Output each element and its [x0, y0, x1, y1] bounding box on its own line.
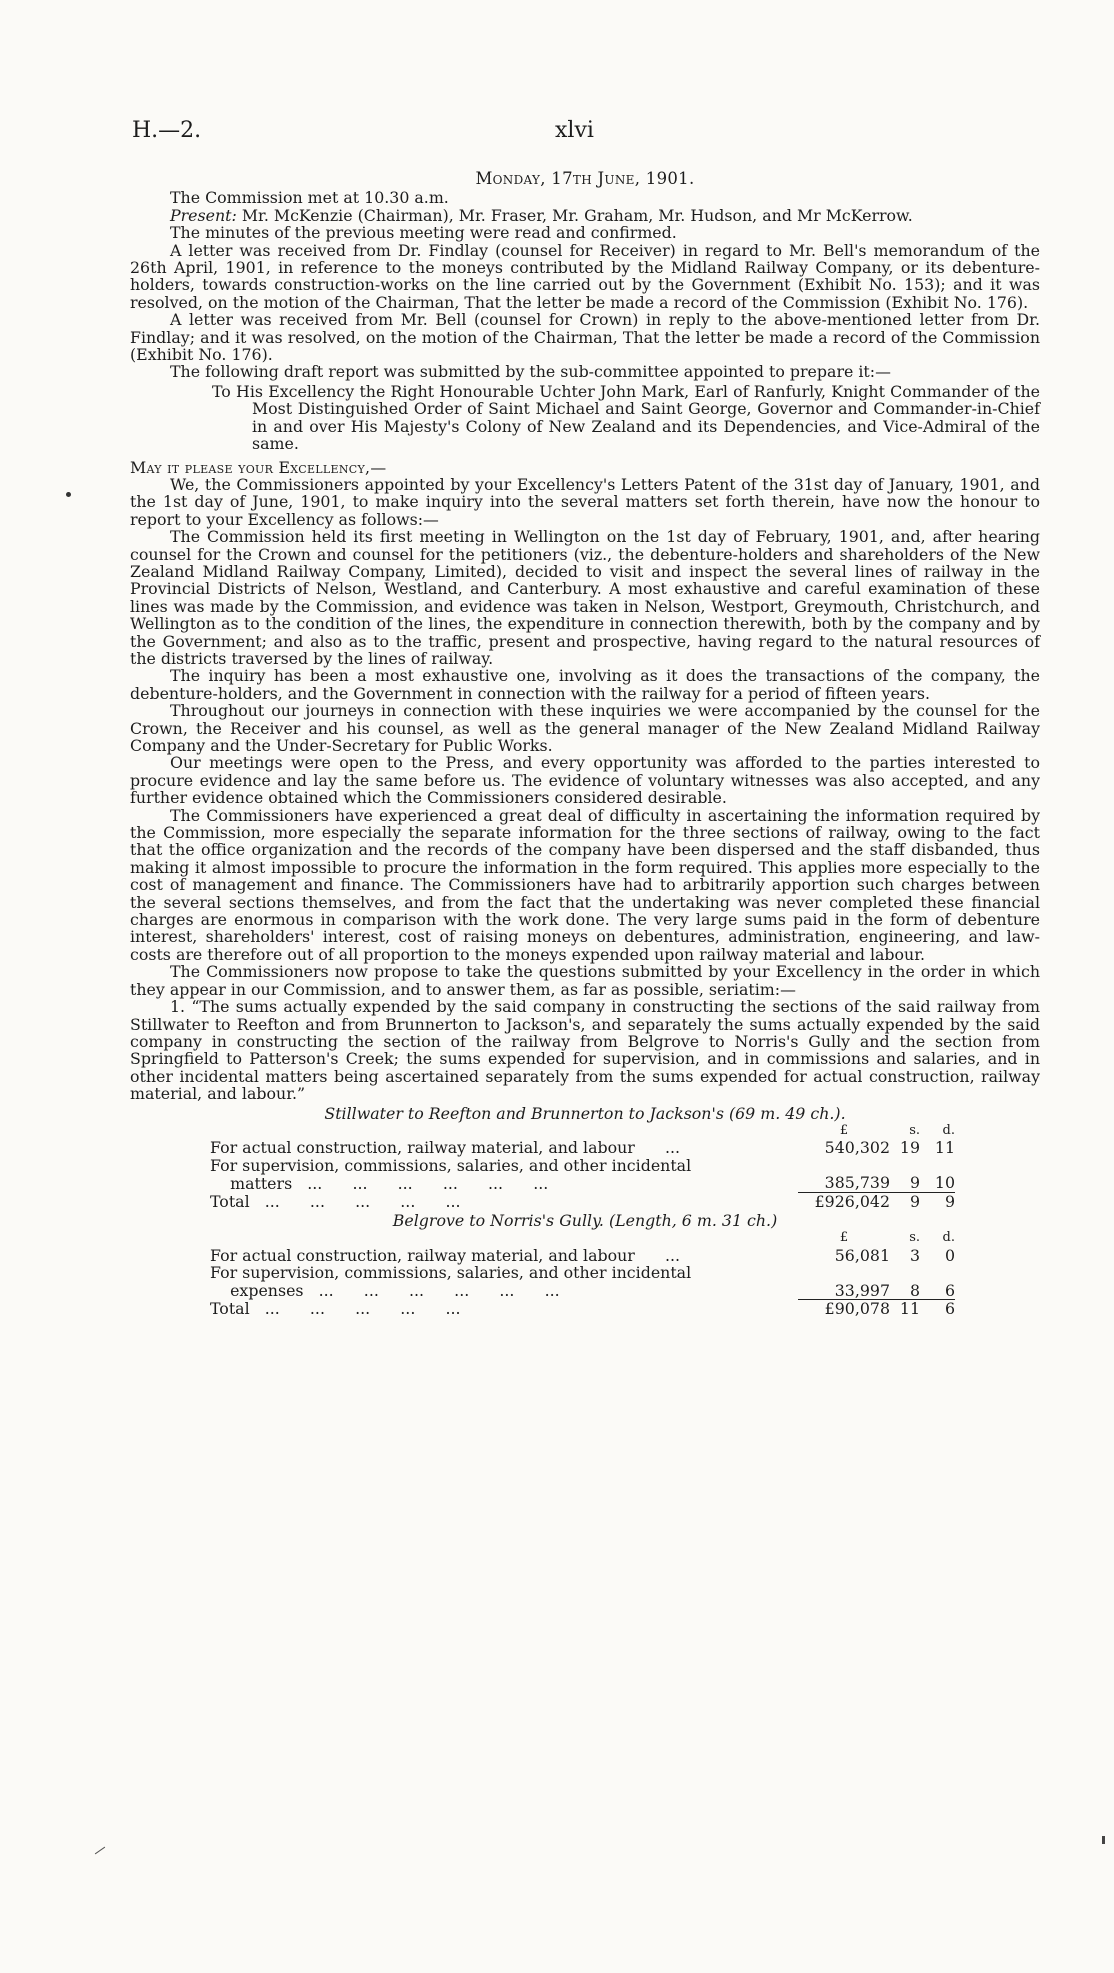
- account-table: [210, 1122, 955, 1210]
- total-shillings: 11: [890, 1300, 920, 1318]
- row-label: For supervision, commissions, salaries, and other incidental: [210, 1155, 692, 1175]
- paragraph: A letter was received from Mr. Bell (counsel for Crown) in reply to the above-mentioned letter from Dr. Findlay; and it was resolved, on the motion of the Chairman, That the letter be made a record of the Commission (Exhibit No. 176).: [130, 310, 1040, 365]
- paragraph: Our meetings were open to the Press, and every opportunity was afforded to the parties interested to procure evidence and lay the same before us. The evidence of voluntary witnesses was also accepted, and any further evidence obtained which the Commissioners considered desirable.: [130, 753, 1040, 808]
- scan-mark-tick: [95, 1847, 105, 1855]
- scan-mark-right: [1102, 1836, 1105, 1844]
- total-pence: 9: [920, 1192, 955, 1210]
- paragraph: A letter was received from Dr. Findlay (counsel for Receiver) in regard to Mr. Bell's memorandum of the 26th April, 1901, in reference to the moneys contributed by the Midland Railway Company, or its debenture-holders, towards construction-works on the line carried out by the Government (Exhibit No. 153); and it was resolved, on the motion of the Chairman, That the letter be made a record of the Commission (Exhibit No. 176).: [130, 240, 1040, 312]
- page-number: xlvi: [555, 118, 594, 143]
- shillings-value: 19: [899, 1138, 920, 1158]
- table-row: [210, 1264, 955, 1281]
- present-paragraph: [130, 207, 1040, 224]
- present-label: Present:: [170, 205, 237, 225]
- row-label: matters ... ... ... ... ... ...: [210, 1173, 549, 1193]
- account-heading: Stillwater to Reefton and Brunnerton to Jackson's (69 m. 49 ch.).: [324, 1103, 846, 1123]
- paragraph: The Commissioners now propose to take the questions submitted by your Excellency in the order in which they appear in our Commission, and to answer them, as far as possible, seriatim:—: [130, 962, 1040, 999]
- total-label: Total ... ... ... ... ...: [210, 1191, 461, 1211]
- paragraph: The following draft report was submitted by the sub-committee appointed to prepare it:—: [170, 362, 891, 382]
- total-row: [210, 1300, 955, 1318]
- pounds-value: 385,739: [824, 1173, 890, 1193]
- scan-mark-dot: [66, 492, 71, 497]
- document-reference: H.—2.: [132, 118, 202, 143]
- total-pounds: £926,042: [798, 1192, 890, 1210]
- pence-value: 0: [944, 1245, 955, 1265]
- paragraph: We, the Commissioners appointed by your Excellency's Letters Patent of the 31st day of January, 1901, and the 1st day of June, 1901, to make inquiry into the several matters set forth therein, have now the honour to report to your Excellency as follows:—: [130, 474, 1040, 529]
- pounds-value: 56,081: [834, 1245, 890, 1265]
- pence-value: 10: [934, 1173, 955, 1193]
- present-text: Mr. McKenzie (Chairman), Mr. Fraser, Mr. Graham, Mr. Hudson, and Mr McKerrow.: [236, 205, 913, 225]
- document-body: [130, 170, 1040, 1317]
- shillings-unit: s.: [909, 1230, 920, 1246]
- total-label: Total ... ... ... ... ...: [210, 1299, 461, 1318]
- paragraph: The Commission met at 10.30 a.m.: [170, 188, 449, 208]
- table-row: [210, 1157, 955, 1174]
- salutation: May it please your Excellency,—: [130, 457, 387, 477]
- pounds-value: 540,302: [824, 1138, 890, 1158]
- total-row: [210, 1192, 955, 1210]
- pounds-value: 33,997: [834, 1280, 890, 1300]
- table-row: [210, 1282, 955, 1300]
- pence-value: 11: [934, 1138, 955, 1158]
- paragraph: The Commission held its first meeting in Wellington on the 1st day of February, 1901, and, after hearing counsel for the Crown and counsel for the petitioners (viz., the debenture-holders and shareholders of the New Zealand Midland Railway Company, Limited), decided to visit and inspect the several lines of railway in the Provincial Districts of Nelson, Westland, and Canterbury. A most exhaustive and careful examination of these lines was made by the Commission, and evidence was taken in Nelson, Westport, Greymouth, Christchurch, and Wellington as to the condition of the lines, the expenditure in connection therewith, both by the company and by the Government; and also as to the traffic, present and prospective, having regard to the natural resources of the districts traversed by the lines of railway.: [130, 527, 1040, 668]
- pounds-unit: £: [839, 1230, 849, 1246]
- table-row: [210, 1247, 955, 1264]
- shillings-unit: s.: [909, 1122, 920, 1138]
- units-row: [210, 1122, 955, 1139]
- table-row: [210, 1139, 955, 1156]
- shillings-value: 3: [909, 1245, 920, 1265]
- shillings-value: 9: [909, 1173, 920, 1193]
- table-row: [210, 1174, 955, 1192]
- account-heading: Belgrove to Norris's Gully. (Length, 6 m. 31 ch.): [392, 1210, 778, 1230]
- date-heading: Monday, 17th June, 1901.: [475, 169, 695, 188]
- address-to-governor: To His Excellency the Right Honourable Uchter John Mark, Earl of Ranfurly, Knight Commander of the Most Distinguished Order of Saint Michael and Saint George, Governor and Commander-in-Chief in and over His Majesty's Colony of New Zealand and its Dependencies, and Vice-Admiral of the same.: [212, 381, 1040, 454]
- paragraph: The Commissioners have experienced a great deal of difficulty in ascertaining the information required by the Commission, more especially the separate information for the three sections of railway, owing to the fact that the office organization and the records of the company have been dispersed and the staff disbanded, thus making it almost impossible to procure the information in the form required. This applies more especially to the cost of management and finance. The Commissioners have had to arbitrarily apportion such charges between the several sections themselves, and from the fact that the undertaking was never completed these financial charges are enormous in comparison with the work done. The very large sums paid in the form of debenture interest, shareholders' interest, cost of raising moneys on debentures, administration, engineering, and law-costs are therefore out of all proportion to the moneys expended upon railway material and labour.: [130, 805, 1040, 964]
- total-pence: 6: [920, 1300, 955, 1318]
- pounds-unit: £: [839, 1122, 849, 1138]
- units-row: [210, 1229, 955, 1246]
- pence-value: 6: [944, 1280, 955, 1300]
- row-label: For supervision, commissions, salaries, and other incidental: [210, 1263, 692, 1283]
- pence-unit: d.: [942, 1230, 955, 1246]
- paragraph: The minutes of the previous meeting were read and confirmed.: [170, 223, 677, 243]
- account-table: [210, 1229, 955, 1317]
- shillings-value: 8: [909, 1280, 920, 1300]
- row-label: For actual construction, railway material, and labour ...: [210, 1245, 681, 1265]
- total-pounds: £90,078: [798, 1300, 890, 1318]
- row-label: expenses ... ... ... ... ... ...: [210, 1281, 560, 1301]
- pence-unit: d.: [942, 1122, 955, 1138]
- paragraph: The inquiry has been a most exhaustive one, involving as it does the transactions of the company, the debenture-holders, and the Government in connection with the railway for a period of fifteen years.: [130, 666, 1040, 703]
- row-label: For actual construction, railway material, and labour ...: [210, 1138, 681, 1158]
- paragraph: Throughout our journeys in connection with these inquiries we were accompanied by the counsel for the Crown, the Receiver and his counsel, as well as the general manager of the New Zealand Midland Railway Company and the Under-Secretary for Public Works.: [130, 701, 1040, 755]
- question-1: 1. “The sums actually expended by the said company in constructing the sections of the said railway from Stillwater to Reefton and from Brunnerton to Jackson's, and separately the sums actually expended by the said company in constructing the section of the railway from Belgrove to Norris's Gully and the section from Springfield to Patterson's Creek; the sums expended for supervision, and in commissions and salaries, and in other incidental matters being ascertained separately from the sums expended for actual construction, railway material, and labour.”: [130, 997, 1040, 1104]
- total-shillings: 9: [890, 1192, 920, 1210]
